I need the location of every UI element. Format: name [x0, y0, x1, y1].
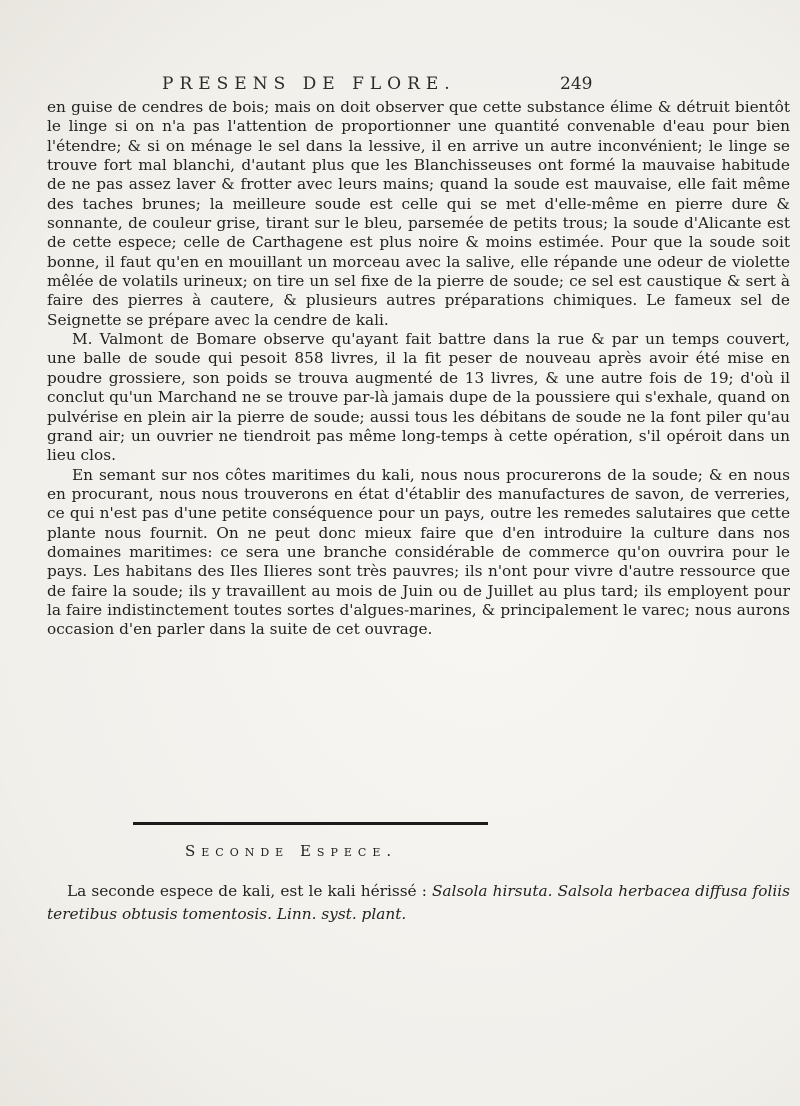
paragraph: en guise de cendres de bois; mais on doit observer que cette substance élime & détruit bientôt le linge si on n'a pas l'attention de proportionner une quantité convenable d'eau pour bien l'étendre; & si on ménage le sel dans la lessive, il en arrive un autre inconvénient; le linge se trouve fort mal blanchi, d'autant plus que les Blanchisseuses ont formé la mauvaise habitude de ne pas assez laver & frotter avec leurs mains; quand la soude est mauvaise, elle fait même des taches brunes; la meilleure soude est celle qui se met d'elle-même en pierre dure & sonnante, de couleur grise, tirant sur le bleu, parsemée de petits trous; la soude d'Alicante est de cette espece; celle de Carthagene est plus noire & moins estimée. Pour que la soude soit bonne, il faut qu'en en mouillant un morceau avec la salive, elle répande une odeur de violette mêlée de volatils urineux; on tire un sel fixe de la pierre de soude; ce sel est caustique & sert à faire des pierres à cautere, & plusieurs autres préparations chimiques. Le fameux sel de Seignette se prépare avec la cendre de kali.: [47, 98, 790, 329]
species-intro: La seconde espece de kali, est le kali hérissé :: [67, 882, 427, 900]
section-title: Seconde Espece.: [185, 842, 398, 860]
section-divider: [133, 822, 488, 825]
latin-name: Salsola hirsuta. Salsola herbacea diffusa foliis teretibus obtusis tomentosis. Linn. syst. plant.: [47, 882, 790, 923]
paragraph: M. Valmont de Bomare observe qu'ayant fait battre dans la rue & par un temps couvert, une balle de soude qui pesoit 858 livres, il la fit peser de nouveau après avoir été mise en poudre grossiere, son poids se trouva augmenté de 13 livres, & une autre fois de 19; d'où il conclut qu'un Marchand ne se trouve par-là jamais dupe de la poussiere qui s'exhale, quand on pulvérise en plein air la pierre de soude; aussi tous les débitans de soude ne la font piler qu'au grand air; un ouvrier ne tiendroit pas même long-temps à cette opération, s'il opéroit dans un lieu clos.: [47, 330, 790, 465]
running-title: PRESENS DE FLORE.: [162, 74, 456, 94]
paragraph: [47, 880, 790, 926]
page-number: 249: [560, 74, 593, 94]
paragraph: En semant sur nos côtes maritimes du kali, nous nous procurerons de la soude; & en nous en procurant, nous nous trouverons en état d'établir des manufactures de savon, de verreries, ce qui n'est pas d'une petite conséquence pour un pays, outre les remedes salutaires que cette plante nous fournit. On ne peut donc mieux faire que d'en introduire la culture dans nos domaines maritimes: ce sera une branche considérable de commerce qu'on ouvrira pour le pays. Les habitans des Iles Ilieres sont très pauvres; ils n'ont pour vivre d'autre ressource que de faire la soude; ils y travaillent au mois de Juin ou de Juillet au plus tard; ils employent pour la faire indistinctement toutes sortes d'algues-marines, & principalement le varec; nous aurons occasion d'en parler dans la suite de cet ouvrage.: [47, 465, 790, 639]
species-description: [47, 880, 790, 926]
body-text: [47, 98, 790, 640]
